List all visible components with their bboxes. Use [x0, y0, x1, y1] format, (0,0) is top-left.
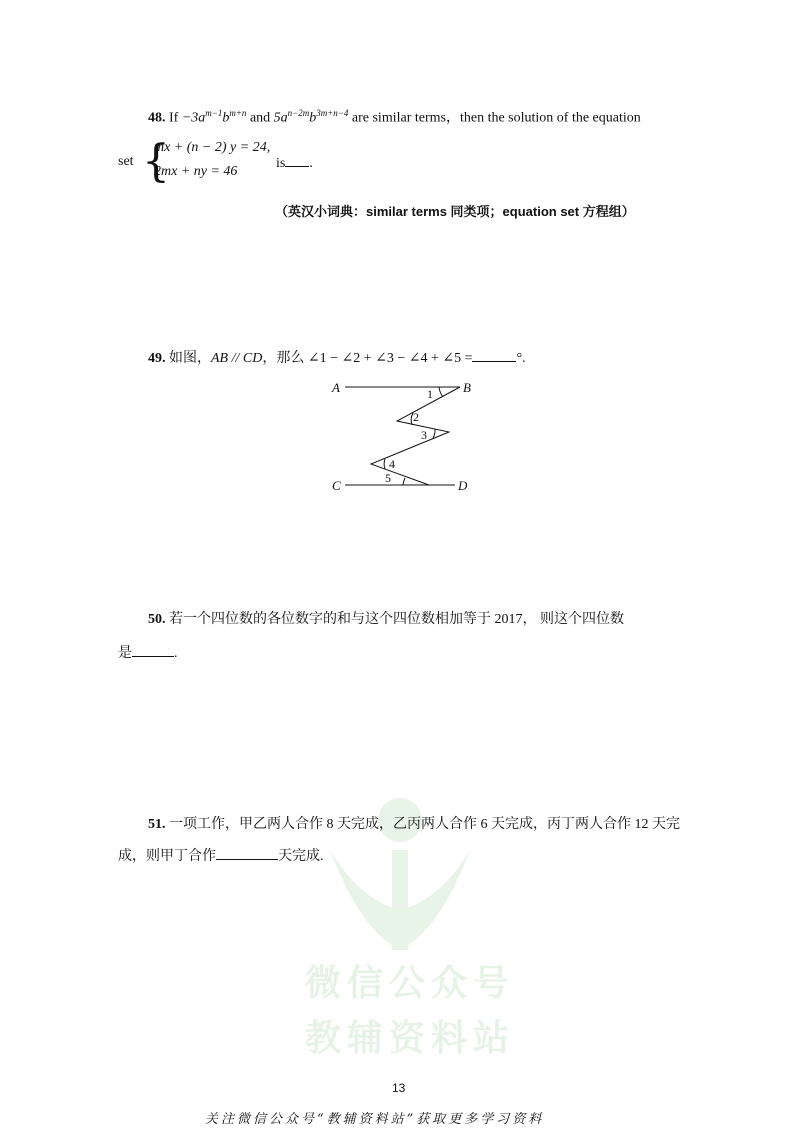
question-51-line1: 51. 一项工作，甲乙两人合作 8 天完成，乙丙两人合作 6 天完成，丙丁两人合作 12 天完	[148, 817, 680, 832]
question-number: 50.	[148, 612, 166, 627]
label-c: C	[332, 478, 341, 493]
question-49: 49. 如图，AB // CD，那么 ∠1 − ∠2 + ∠3 − ∠4 + ∠5 = °.	[148, 347, 526, 369]
answer-blank[interactable]	[216, 845, 278, 860]
angle-arc-3	[433, 429, 435, 438]
page-number: 13	[392, 1081, 406, 1095]
angle-label-5: 5	[385, 471, 391, 485]
angle-label-1: 1	[427, 387, 433, 401]
question-50-line1: 50. 若一个四位数的各位数字的和与这个四位数相加等于 2017， 则这个四位数	[148, 612, 624, 627]
answer-48: is .	[276, 152, 313, 174]
set-label: set	[118, 154, 134, 169]
watermark-line2: 教辅资料站	[305, 1018, 516, 1059]
glossary: （英汉小词典：similar terms 同类项；equation set 方程组）	[275, 204, 635, 219]
label-b: B	[463, 380, 471, 395]
watermark-logo-icon	[300, 780, 500, 960]
footer-note: 关注微信公众号“教辅资料站”获取更多学习资料	[205, 1112, 545, 1127]
figure-parallel-lines	[325, 378, 485, 498]
equation-2: 2mx + ny = 46	[154, 164, 238, 179]
question-50-line2: 是 .	[118, 642, 178, 664]
equation-system	[142, 136, 292, 187]
answer-blank[interactable]	[472, 347, 516, 362]
question-48-line1: 48. $If -3a^{m-1}b^{m+n}$ and $5a^{n-2m}b^{3m+n-4}$ are similar terms，then the solution of the equation	[148, 108, 641, 126]
equation-1: mx + (n − 2) y = 24,	[154, 140, 271, 155]
question-number: 51.	[148, 817, 166, 832]
angle-arc-1	[439, 387, 443, 397]
label-a: A	[332, 380, 340, 395]
question-51-line2: 成，则甲丁合作 天完成.	[118, 845, 324, 867]
label-d: D	[458, 478, 468, 493]
angle-arc-4	[384, 459, 385, 469]
watermark-line1: 微信公众号	[305, 963, 516, 1004]
angle-arc-5	[403, 478, 405, 485]
question-number: 48.	[148, 110, 166, 126]
answer-blank[interactable]	[132, 642, 174, 657]
angle-label-2: 2	[413, 410, 419, 424]
question-number: 49.	[148, 351, 166, 366]
brace-icon: {	[142, 136, 170, 187]
angle-label-3: 3	[421, 428, 427, 442]
answer-blank[interactable]	[285, 152, 309, 167]
angle-label-4: 4	[389, 457, 395, 471]
